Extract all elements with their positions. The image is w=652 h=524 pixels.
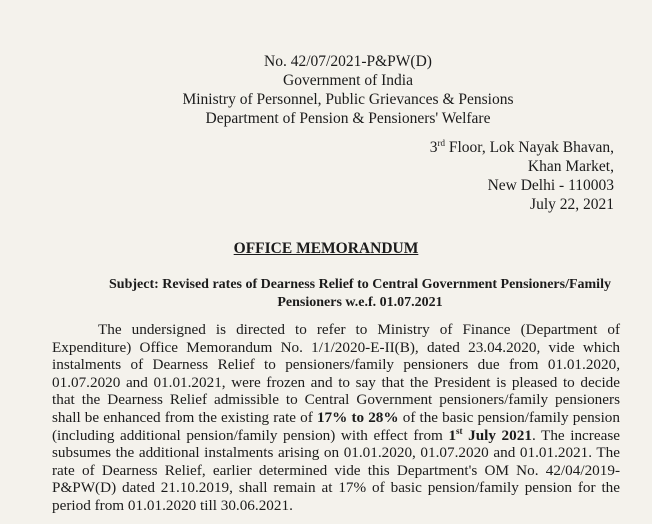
effective-month-year: July 2021 <box>462 426 532 444</box>
government-line: Government of India <box>283 72 413 89</box>
address-line-3: New Delhi - 110003 <box>487 177 614 194</box>
floor-text: Floor, Lok Nayak Bhavan, <box>445 139 614 156</box>
floor-superscript: rd <box>437 137 445 148</box>
document-date: July 22, 2021 <box>530 196 614 213</box>
reference-number: No. 42/07/2021-P&PW(D) <box>264 53 432 70</box>
body-text-3: . The increase subsumes the additional instalments arising on 01.01.2020, 01.07.2020 and 01.01.2021. The rate of Dearness Relief, earlier determined vide this Department's OM No. 42/04/2019-P&PW(D) dated 21.10.2019, shall remain at 17% of basic pension/family pension for the period from 01.01.2020 till 30.06.2021. <box>52 426 620 514</box>
effective-date-bold <box>448 427 531 444</box>
rate-change-bold: 17% to 28% <box>316 408 399 426</box>
body-text-2: of the basic pension/family pension (including additional pension/family pension) with effect from <box>52 408 620 444</box>
body-text-1: The undersigned is directed to refer to Ministry of Finance (Department of Expenditure) Office Memorandum No. 1/1/2020-E-II(B), dated 23.04.2020, vide which instalments of Dearness Relief to pensioners/family pensioners due from 01.01.2020, 01.07.2020 and 01.01.2021, were frozen and to say that the President is pleased to decide that the Dearness Relief admissible to Central Government pensioners/family pensioners shall be enhanced from the existing rate of <box>52 321 620 426</box>
subject-line: Subject: Revised rates of Dearness Relief to Central Government Pensioners/Family Pensioners w.e.f. 01.07.2021 <box>109 277 611 310</box>
floor-number: 3 <box>429 139 438 156</box>
office-address <box>430 138 614 214</box>
effective-day: 1 <box>448 426 457 444</box>
address-line-1 <box>430 138 614 157</box>
address-line-2: Khan Market, <box>527 158 614 175</box>
ministry-line: Ministry of Personnel, Public Grievances & Pensions <box>182 91 514 108</box>
memorandum-title-text: OFFICE MEMORANDUM <box>233 240 419 257</box>
effective-superscript: st <box>456 425 463 436</box>
department-line: Department of Pension & Pensioners' Welfare <box>205 110 491 127</box>
memorandum-title <box>0 240 652 258</box>
letterhead <box>160 52 536 128</box>
body-paragraph <box>52 321 620 515</box>
